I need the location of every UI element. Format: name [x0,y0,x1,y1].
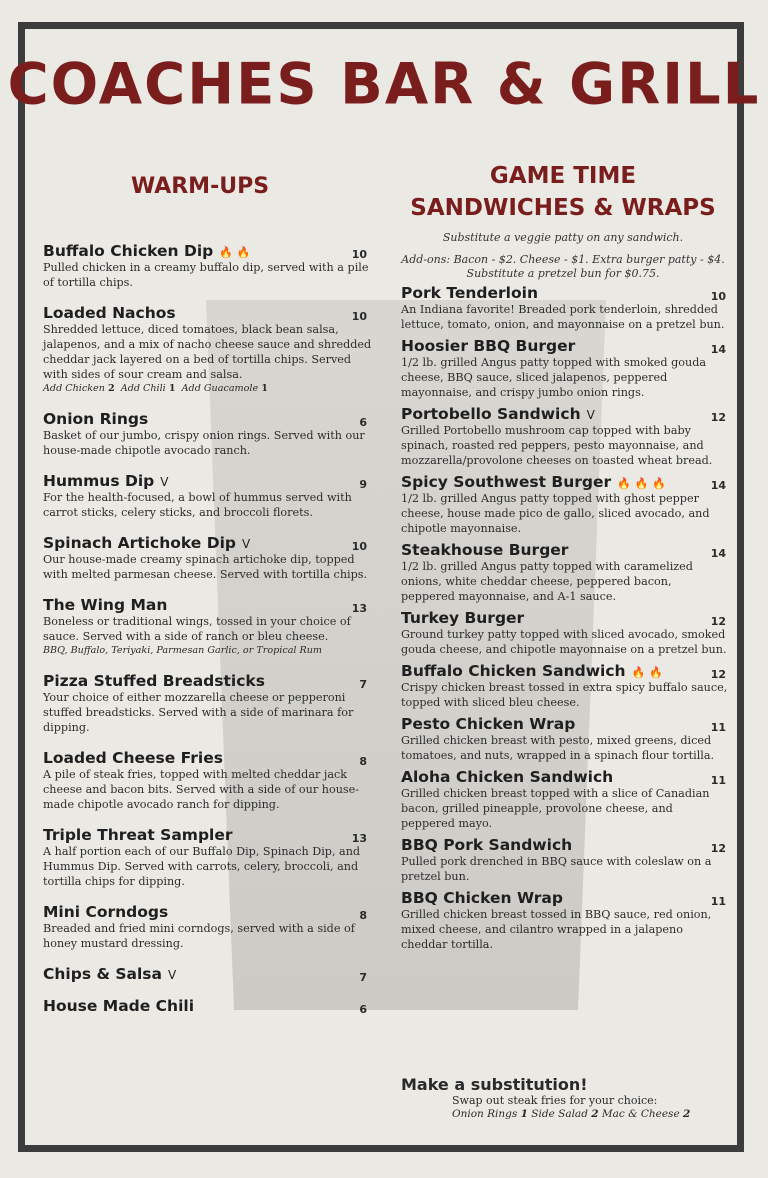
item-name: Pesto Chicken Wrap [401,715,576,733]
menu-item [401,662,728,710]
item-price: 14 [710,343,726,356]
item-description: 1/2 lb. grilled Angus patty topped with smoked gouda cheese, BBQ sauce, sliced jalapenos, peppered mayonnaise, and crispy jumbo onion rings. [401,356,707,399]
addon-note-line2: Substitute a pretzel bun for $0.75. [466,267,660,280]
sandwiches-list [401,284,728,952]
item-description: 1/2 lb. grilled Angus patty topped with caramelized onions, white cheddar cheese, peppered bacon, peppered mayonnaise, and A-1 sauce. [401,560,693,603]
item-price: 11 [710,721,726,734]
item-price: 7 [359,971,367,984]
item-description: For the health-focused, a bowl of hummus served with carrot sticks, celery sticks, and broccoli florets. [43,491,352,519]
menu-item [43,472,373,520]
item-name: Onion Rings [43,410,149,428]
menu-item [401,473,728,536]
item-price: 11 [710,895,726,908]
addon-label: Add Chili [120,383,166,394]
substitution-options [452,1108,728,1120]
restaurant-title: COACHES BAR & GRILL [7,51,761,118]
substitution-line: Swap out steak fries for your choice: [452,1094,658,1107]
item-price: 12 [710,411,726,424]
item-name: Hummus Dip [43,472,155,490]
menu-item [43,242,373,290]
item-name: BBQ Chicken Wrap [401,889,563,907]
menu-item [401,768,728,831]
option-price: 1 [520,1108,528,1120]
menu-item [43,997,373,1015]
vegetarian-mark: V [242,537,251,551]
item-price: 10 [710,290,726,303]
item-name: Mini Corndogs [43,903,169,921]
item-description: Grilled Portobello mushroom cap topped with baby spinach, roasted red peppers, pesto mayonnaise, and mozzarella/provolone cheeses on toasted wheat bread. [401,424,713,467]
item-price: 7 [359,678,367,691]
item-name: Loaded Nachos [43,304,176,322]
item-price: 11 [710,774,726,787]
item-price: 10 [351,310,367,323]
menu-item [401,337,728,400]
menu-item [401,889,728,952]
item-name: Spicy Southwest Burger [401,473,612,491]
item-price: 13 [351,602,367,615]
item-description: Ground turkey patty topped with sliced avocado, smoked gouda cheese, and chipotle mayonnaise on a pretzel bun. [401,628,727,656]
item-price: 12 [710,668,726,681]
item-price: 8 [359,909,367,922]
addon-label: Add Guacamole [181,383,259,394]
menu-item [43,965,373,983]
item-price: 10 [351,248,367,261]
item-name: Buffalo Chicken Dip [43,242,214,260]
item-name: Hoosier BBQ Burger [401,337,576,355]
item-price: 13 [351,832,367,845]
wing-sauce-options: BBQ, Buffalo, Teriyaki, Parmesan Garlic, or Tropical Rum [43,645,323,656]
item-description: 1/2 lb. grilled Angus patty topped with ghost pepper cheese, house made pico de gallo, sliced avocado, and chipotle mayonnaise. [401,492,710,535]
spicy-flame-icon: 🔥 🔥 [631,666,663,679]
item-description: A half portion each of our Buffalo Dip, Spinach Dip, and Hummus Dip. Served with carrots, celery, broccoli, and tortilla chips for dipping. [43,845,361,888]
option-price: 2 [591,1108,599,1120]
veggie-patty-note: Substitute a veggie patty on any sandwich. [442,231,684,244]
addon-price: 2 [107,383,115,394]
item-price: 12 [710,615,726,628]
addon-note [400,253,726,281]
item-name: House Made Chili [43,997,195,1015]
option-label: Mac & Cheese [601,1108,680,1120]
item-description: Shredded lettuce, diced tomatoes, black bean salsa, jalapenos, and a mix of nacho cheese sauce and shredded cheddar jack layered on a bed of tortilla chips. Served with sides of sour cream and salsa. [43,323,372,381]
item-name: Pizza Stuffed Breadsticks [43,672,265,690]
menu-item [43,903,373,951]
item-name: Portobello Sandwich [401,405,581,423]
item-name: Steakhouse Burger [401,541,569,559]
item-name: BBQ Pork Sandwich [401,836,573,854]
menu-item [43,749,373,812]
item-description: Boneless or traditional wings, tossed in your choice of sauce. Served with a side of ranch or bleu cheese. [43,615,351,643]
item-description: Pulled pork drenched in BBQ sauce with coleslaw on a pretzel bun. [401,855,712,883]
menu-item [43,534,373,582]
vegetarian-mark: V [160,475,169,489]
menu-item [43,596,373,658]
item-price: 12 [710,842,726,855]
addon-label: Add Chicken [43,383,105,394]
item-price: 10 [351,540,367,553]
item-name: Loaded Cheese Fries [43,749,223,767]
item-price: 6 [359,1003,367,1016]
item-name: Pork Tenderloin [401,284,538,302]
item-price: 9 [359,478,367,491]
menu-item [401,541,728,604]
item-description: Your choice of either mozzarella cheese or pepperoni stuffed breadsticks. Served with a side of marinara for dipping. [43,691,354,734]
item-name: Spinach Artichoke Dip [43,534,236,552]
item-name: Triple Threat Sampler [43,826,233,844]
item-description: Grilled chicken breast with pesto, mixed greens, diced tomatoes, and nuts, wrapped in a spinach flour tortilla. [401,734,715,762]
game-time-heading-line2: SANDWICHES & WRAPS [410,195,716,221]
item-name: Chips & Salsa [43,965,162,983]
addon-price: 1 [168,383,176,394]
warm-ups-list [43,242,373,1015]
item-description: A pile of steak fries, topped with melted cheddar jack cheese and bacon bits. Served with a side of our house-made chipotle avocado ranch for dipping. [43,768,360,811]
vegetarian-mark: V [167,968,177,982]
item-name: The Wing Man [43,596,168,614]
item-description: An Indiana favorite! Breaded pork tenderloin, shredded lettuce, tomato, onion, and mayonnaise on a pretzel bun. [401,303,725,331]
menu-item [43,410,373,458]
item-description: Our house-made creamy spinach artichoke dip, topped with melted parmesan cheese. Served with tortilla chips. [43,553,368,581]
nacho-addons [43,382,373,396]
item-price: 14 [710,479,726,492]
item-description: Grilled chicken breast tossed in BBQ sauce, red onion, mixed cheese, and cilantro wrapped in a jalapeno cheddar tortilla. [401,908,712,951]
warm-ups-heading: WARM-UPS [130,174,270,199]
spicy-flame-icon: 🔥 🔥 [219,246,251,259]
item-price: 6 [359,416,367,429]
item-description: Grilled chicken breast topped with a slice of Canadian bacon, grilled pineapple, provolone cheese, and peppered mayo. [401,787,710,830]
vegetarian-mark: V [586,408,595,422]
item-price: 14 [710,547,726,560]
option-label: Side Salad [531,1108,588,1120]
option-price: 2 [683,1108,691,1120]
menu-item [43,304,373,396]
addon-price: 1 [261,383,268,394]
menu-item [401,715,728,763]
option-label: Onion Rings [452,1108,518,1120]
item-description: Basket of our jumbo, crispy onion rings. Served with our house-made chipotle avocado ranch. [43,429,365,457]
item-description: Breaded and fried mini corndogs, served with a side of honey mustard dressing. [43,922,355,950]
item-name: Turkey Burger [401,609,525,627]
spicy-flame-icon: 🔥 🔥 🔥 [617,477,666,490]
item-price: 8 [359,755,367,768]
game-time-heading-line1: GAME TIME [489,163,637,189]
item-description: Crispy chicken breast tossed in extra spicy buffalo sauce, topped with sliced bleu cheese. [401,681,728,709]
menu-item [401,836,728,884]
game-time-heading [410,160,716,224]
item-name: Buffalo Chicken Sandwich [401,662,626,680]
menu-item [401,284,728,332]
substitution-title: Make a substitution! [401,1075,588,1094]
item-name: Aloha Chicken Sandwich [401,768,614,786]
menu-item [401,609,728,657]
menu-item [43,826,373,889]
item-description: Pulled chicken in a creamy buffalo dip, served with a pile of tortilla chips. [43,261,369,289]
menu-item [401,405,728,468]
menu-item [43,672,373,735]
addon-note-line1: Add-ons: Bacon - $2. Cheese - $1. Extra burger patty - $4. [401,253,725,266]
